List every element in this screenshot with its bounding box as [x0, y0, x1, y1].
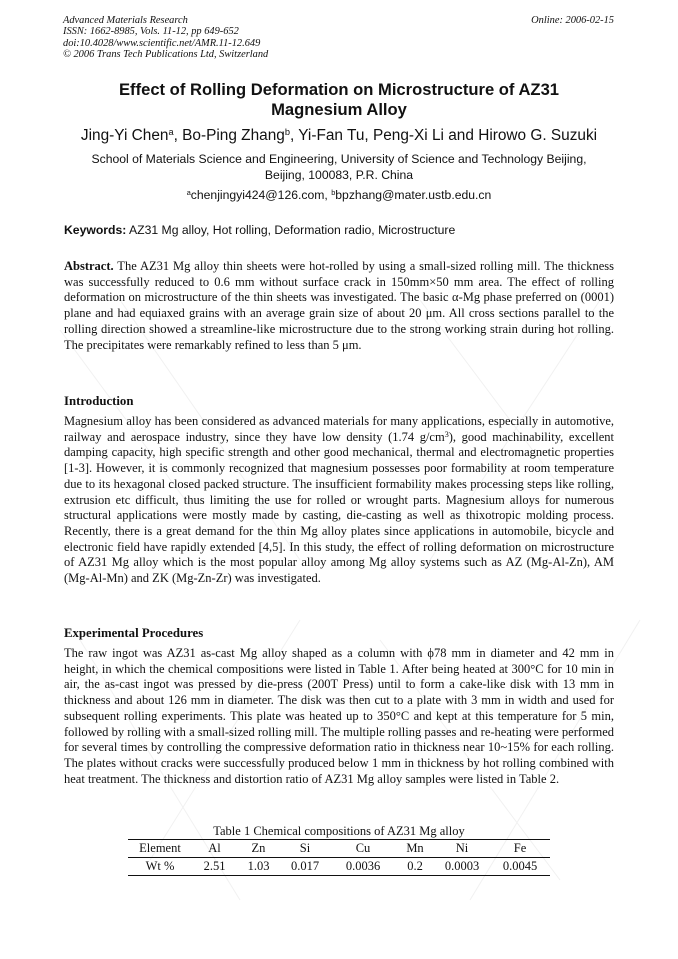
author-mark: b — [284, 126, 290, 137]
table-cell: 0.0003 — [434, 858, 490, 876]
journal-name: Advanced Materials Research — [63, 15, 188, 26]
table-cell: 0.0036 — [330, 858, 396, 876]
table-cell: 0.2 — [396, 858, 434, 876]
introduction-text — [64, 414, 614, 587]
author-name: Yi-Fan Tu — [298, 127, 365, 144]
intro-text-part-2: ), good machinability, excellent damping capacity, high specific strength and other good mechanical, thermal and electromagnetic properties [1-3]. However, it is commonly recognized that magnesium possesses poor formability at room temperature due to its hexagonal closed packed structure. The insufficient formability makes processing steps like rolling, extrusion etc difficult, thus limiting the use for rolled or wrought parts. Magnesium alloys for numerous structural applications were mostly made by casting, die-casting as well as thixotropic molding process. Recently, there is a great demand for the thin Mg alloy plates since applications in automobile, bicycle and electronic field have rapidly extended [4,5]. In this study, the effect of rolling deformation on microstructure of AZ31 Mg alloy which is the most popular alloy among Mg alloy systems such as AZ (Mg-Al-Zn), AM (Mg-Al-Mn) and ZK (Mg-Zn-Zr) was investigated. — [64, 429, 614, 586]
table-cell: 0.017 — [280, 858, 330, 876]
table-header-cell: Al — [192, 840, 237, 858]
author-name: Hirowo G. Suzuki — [478, 127, 598, 144]
author-separator: , — [173, 127, 183, 144]
author-name: Bo-Ping Zhang — [182, 127, 285, 144]
table-header-cell: Mn — [396, 840, 434, 858]
online-date: Online: 2006-02-15 — [531, 15, 614, 26]
table-header-cell: Fe — [490, 840, 550, 858]
abstract-label: Abstract. — [64, 259, 114, 273]
author-mark: a — [168, 126, 174, 137]
author-emails — [60, 187, 618, 203]
email-mark: b — [331, 187, 336, 197]
table-cell: 0.0045 — [490, 858, 550, 876]
keywords — [64, 222, 624, 238]
author-list — [40, 126, 638, 145]
author-separator: and — [443, 127, 479, 144]
email-b[interactable]: bpzhang@mater.ustb.edu.cn — [335, 188, 492, 202]
table-1-caption: Table 1 Chemical compositions of AZ31 Mg alloy — [213, 824, 465, 838]
affiliation — [60, 151, 618, 183]
author-name: Peng-Xi Li — [372, 127, 444, 144]
intro-text-part-1: Magnesium alloy has been considered as advanced materials for many applications, especially in automotive, railway and aerospace industry, since they have low density (1.74 g/cm — [64, 414, 614, 444]
paper-title-line-1: Effect of Rolling Deformation on Microstructure of AZ31 — [118, 80, 560, 99]
intro-superscript: 3 — [444, 429, 449, 439]
table-header-row — [128, 840, 550, 858]
experimental-text: The raw ingot was AZ31 as-cast Mg alloy shaped as a column with ϕ78 mm in diameter and 42 mm in height, in which the chemical compositions were listed in Table 1. After being heated at 300°C for 10 min in air, the as-cast ingot was pressed by die-press (200T Press) until to form a cake-like disk with 13 mm in thickness and about 126 mm in diameter. The disk was then cut to a plate with 3 mm in width and used for subsequent rolling experiments. This plate was heated up to 350°C and kept at this temperature for 5 min, followed by rolling with a small-sized rolling mill. The multiple rolling passes and re-heating were performed for several times by controlling the compressive deformation ratio in thickness near 10~15% for each rolling. The plates without cracks were successfully produced below 1 mm in thickness by hot rolling combined with heat treatment. The thickness and distortion ratio of AZ31 Mg alloy samples were listed in Table 2. — [64, 646, 614, 786]
author-separator: , — [289, 127, 299, 144]
table-header-cell: Zn — [237, 840, 280, 858]
email-a[interactable]: chenjingyi424@126.com, — [190, 188, 332, 202]
paper-title-line-2: Magnesium Alloy — [271, 100, 407, 119]
abstract — [64, 259, 614, 353]
affiliation-line-1: School of Materials Science and Engineering, University of Science and Technology Beijing, — [91, 152, 587, 166]
journal-header — [63, 15, 268, 61]
keywords-text: AZ31 Mg alloy, Hot rolling, Deformation radio, Microstructure — [126, 223, 456, 237]
table-cell: Wt % — [128, 858, 192, 876]
table-1 — [128, 839, 550, 876]
table-header-cell: Element — [128, 840, 192, 858]
table-header-cell: Si — [280, 840, 330, 858]
table-cell: 1.03 — [237, 858, 280, 876]
keywords-label: Keywords: — [64, 223, 127, 237]
affiliation-line-2: Beijing, 100083, P.R. China — [264, 168, 414, 182]
paper-title — [60, 80, 618, 120]
author-name: Jing-Yi Chen — [80, 127, 169, 144]
journal-doi: doi:10.4028/www.scientific.net/AMR.11-12.649 — [63, 37, 261, 49]
table-header-cell: Ni — [434, 840, 490, 858]
journal-issn: ISSN: 1662-8985, Vols. 11-12, pp 649-652 — [63, 26, 239, 38]
abstract-text: The AZ31 Mg alloy thin sheets were hot-rolled by using a small-sized rolling mill. The thickness was successfully reduced to 0.6 mm without surface crack in 150mm×50 mm area. The effect of rolling deformation on microstructure of the thin sheets was investigated. The basic α-Mg phase preferred on (0001) plane and had equiaxed grains with an average grain size of about 20 μm. All cross sections parallel to the rolling direction showed a streamline-like microstructure due to the strong working strain during hot rolling. The precipitates were remarkably refined to less than 5 μm. — [64, 259, 614, 352]
table-header-cell: Cu — [330, 840, 396, 858]
section-heading-experimental: Experimental Procedures — [64, 626, 204, 640]
journal-copyright: © 2006 Trans Tech Publications Ltd, Switzerland — [63, 49, 269, 61]
table-cell: 2.51 — [192, 858, 237, 876]
author-separator: , — [364, 127, 373, 144]
table-row — [128, 858, 550, 876]
email-mark: a — [186, 187, 191, 197]
section-heading-introduction: Introduction — [64, 394, 134, 408]
